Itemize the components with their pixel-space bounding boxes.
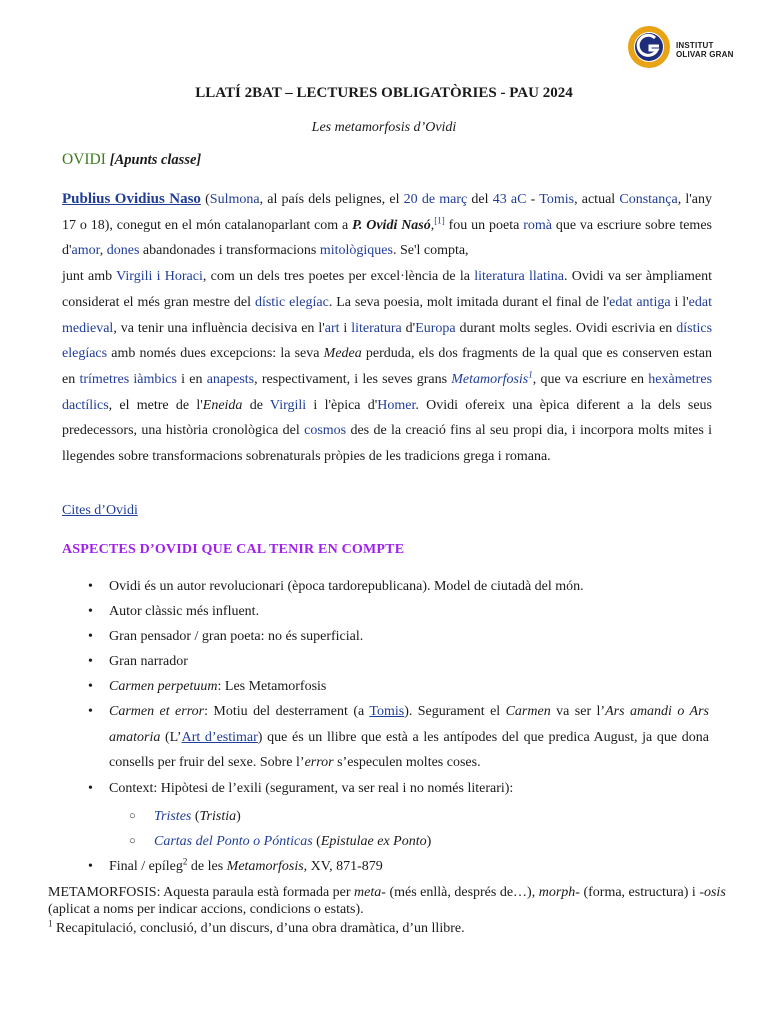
link-43-ac[interactable]: 43 aC — [492, 192, 527, 207]
text: ( — [191, 808, 200, 824]
text: i l' — [670, 294, 689, 310]
reference-1-link[interactable]: [1] — [434, 215, 445, 226]
link-20-marc[interactable]: 20 de març — [403, 192, 468, 207]
link-distics-elegiacs[interactable]: dístics elegíacs — [62, 320, 713, 362]
text: , el metre de l' — [108, 397, 203, 413]
link-edat-medieval[interactable]: edat medieval — [62, 294, 712, 336]
footnote-number: 1 — [48, 918, 53, 929]
text: ( — [312, 833, 321, 849]
logo-g-icon — [628, 26, 674, 68]
text: i — [339, 320, 352, 336]
text: , — [99, 243, 107, 259]
text: que va escriure sobre temes d' — [62, 217, 712, 259]
text: abandonades i transformacions — [139, 243, 320, 259]
text: . Ovidi ofereix una èpica diferent a la dels seus predecessors, una història cronològica del — [62, 397, 712, 439]
link-constanca[interactable]: Constança — [619, 192, 678, 207]
aspects-list — [88, 574, 718, 879]
aspects-heading: ASPECTES D’OVIDI QUE CAL TENIR EN COMPTE — [62, 542, 405, 557]
text: , actual — [574, 192, 620, 207]
text: meta- — [354, 885, 386, 900]
text: perduda, els dos fragments de la qual que es conserven estan en — [62, 346, 712, 387]
text: Metamorfosis — [226, 858, 304, 874]
section-heading-ovidi — [62, 151, 201, 169]
text: del — [467, 192, 493, 207]
text: amb només dues excepcions: la seva — [107, 346, 324, 362]
text: , que va escriure en — [532, 371, 649, 387]
footnote-text: Recapitulació, conclusió, d’un discurs, d’una obra dramàtica, d’un llibre. — [52, 921, 465, 936]
text: morph- — [538, 885, 580, 900]
text: ) — [426, 833, 432, 849]
list-item — [88, 599, 718, 624]
text: s’especulen moltes coses. — [333, 755, 481, 770]
text: durant molts segles. Ovidi escrivia en — [455, 320, 677, 336]
page-title: LLATÍ 2BAT – LECTURES OBLIGATÒRIES - PAU 2024 — [195, 85, 573, 101]
link-hexametres-dactilics[interactable]: hexàmetres dactílics — [62, 371, 713, 413]
list-item — [88, 854, 718, 879]
link-tomis-2[interactable]: Tomis — [369, 704, 405, 719]
metamorfosis-definition — [48, 884, 728, 918]
text: ( — [200, 192, 210, 207]
logo-line-1: INSTITUT — [676, 41, 714, 50]
text: : Les Metamorfosis — [217, 679, 327, 694]
text: va ser l’ — [550, 704, 606, 719]
text: Final / epíleg — [109, 858, 183, 874]
link-tomis[interactable]: Tomis — [539, 192, 575, 207]
text: (aplicat a noms per indicar accions, condicions o estats). — [48, 902, 364, 917]
bio-paragraph-2 — [62, 264, 712, 470]
text: , XV, 871-879 — [303, 858, 383, 874]
link-roma[interactable]: romà — [523, 217, 552, 233]
sub-list-item — [88, 829, 718, 854]
text: de — [242, 397, 270, 413]
link-cartas-ponto[interactable]: Cartas del Ponto o Pónticas — [154, 833, 313, 849]
list-item — [88, 624, 718, 649]
text: , com un dels tres poetes per excel·lència de la — [202, 269, 475, 285]
text: error — [304, 755, 334, 770]
text: Ovidi és un autor revolucionari (època tardorepublicana). Model de ciutadà del món. — [109, 579, 584, 594]
text: i en — [176, 371, 207, 387]
latin-name: P. Ovidi Nasó — [352, 217, 431, 233]
text: ). Segurament el — [404, 704, 506, 719]
text: Gran narrador — [109, 654, 188, 669]
link-literatura[interactable]: literatura — [351, 320, 402, 336]
text: des de la creació fins al seu propi dia, i incorpora molts mites i llegendes sobre transformacions sobrenaturals pròpies de les tradicions grega i romana. — [62, 423, 712, 465]
text: , l'any 17 o 18), conegut en el món catalanoparlant com a — [62, 192, 712, 233]
text: Epistulae ex Ponto — [320, 833, 427, 849]
text: METAMORFOSIS: Aquesta paraula està formada per — [48, 885, 355, 900]
list-item — [88, 674, 718, 699]
text: junt amb — [62, 269, 117, 285]
work-medea: Medea — [323, 346, 362, 362]
text: Carmen — [505, 704, 551, 719]
text: . Ovidi va ser àmpliament considerat el més gran mestre del — [62, 269, 713, 310]
text: i — [152, 269, 165, 285]
footnote-ref-1: 1 — [528, 369, 533, 380]
list-item — [88, 699, 709, 776]
text: fou un poeta — [444, 217, 524, 233]
text: d' — [401, 320, 416, 336]
link-cosmos[interactable]: cosmos — [304, 423, 347, 439]
text: Metamorfosis — [451, 371, 529, 387]
link-tristes[interactable]: Tristes — [154, 808, 192, 824]
link-art[interactable]: art — [324, 320, 340, 336]
sub-list-item — [88, 804, 718, 829]
text: Gran pensador / gran poeta: no és superficial. — [109, 629, 364, 644]
text: - — [526, 192, 540, 207]
link-trimetres-iambics[interactable]: trímetres iàmbics — [79, 371, 177, 387]
link-metamorfosis[interactable] — [451, 369, 533, 387]
work-eneida: Eneida — [202, 397, 243, 413]
heading-note: [Apunts classe] — [109, 152, 202, 168]
link-publius-ovidius-naso[interactable]: Publius Ovidius Naso — [62, 191, 201, 207]
link-literatura-llatina[interactable]: literatura llatina — [474, 269, 565, 285]
text: de les — [187, 858, 227, 874]
text: , va tenir una influència decisiva en l' — [113, 320, 325, 336]
link-distic-elegiac[interactable]: dístic elegíac — [254, 294, 329, 310]
link-anapests[interactable]: anapests — [206, 371, 255, 387]
text: Context: Hipòtesi de l’exili (segurament, va ser real i no només literari): — [109, 780, 514, 796]
link-art-estimar[interactable]: Art d’estimar — [181, 729, 258, 745]
text: Carmen perpetuum — [109, 679, 218, 694]
text: Tristia — [199, 808, 237, 824]
text: (L’ — [160, 729, 182, 745]
link-mitologiques[interactable]: mitològiques — [319, 243, 393, 259]
cites-ovidi-link[interactable]: Cites d’Ovidi — [62, 503, 138, 518]
link-dones[interactable]: dones — [106, 243, 140, 259]
link-homer[interactable]: Homer — [377, 397, 416, 413]
text: Autor clàssic més influent. — [109, 604, 260, 619]
text: Carmen et error — [109, 704, 205, 719]
text: , respectivament, i les seves grans — [254, 371, 452, 387]
list-item — [88, 649, 718, 674]
logo-text — [676, 41, 734, 59]
text: : Motiu del desterrament (a — [204, 704, 370, 719]
list-item — [88, 776, 718, 801]
text: i l'èpica d' — [306, 397, 378, 413]
text: (forma, estructura) i — [579, 885, 700, 900]
list-item — [88, 574, 718, 599]
footnote-ref-2: 2 — [182, 855, 188, 866]
text: . La seva poesia, molt imitada durant el final de l' — [328, 294, 610, 310]
link-virgili-2[interactable]: Virgili — [269, 397, 307, 413]
link-horaci[interactable]: Horaci — [164, 269, 203, 285]
text: . Se'l compta, — [392, 243, 469, 259]
link-virgili[interactable]: Virgili — [116, 269, 153, 285]
logo-line-2: OLIVAR GRAN — [676, 50, 734, 59]
text: (més enllà, després de…), — [385, 885, 539, 900]
link-sulmona[interactable]: Sulmona — [209, 192, 260, 207]
text: , al país dels pelignes, el — [259, 192, 404, 207]
heading-name: OVIDI — [62, 151, 106, 168]
text: , — [430, 217, 435, 233]
biography-text — [62, 187, 712, 470]
footnote — [48, 918, 465, 937]
link-europa[interactable]: Europa — [415, 320, 456, 336]
bio-paragraph-1 — [62, 187, 712, 264]
page-subtitle: Les metamorfosis d’Ovidi — [311, 120, 457, 135]
text: ) — [236, 808, 241, 824]
link-edat-antiga[interactable]: edat antiga — [609, 294, 671, 310]
school-logo — [628, 26, 738, 70]
text: -osis — [699, 885, 726, 900]
link-amor[interactable]: amor — [71, 243, 100, 259]
text: Ars amandi o Ars amatoria — [109, 704, 709, 745]
text: ) que és un llibre que està a les antípodes del que predica August, ja que dona consells per fruir del sexe. Sobre l’ — [109, 729, 710, 770]
